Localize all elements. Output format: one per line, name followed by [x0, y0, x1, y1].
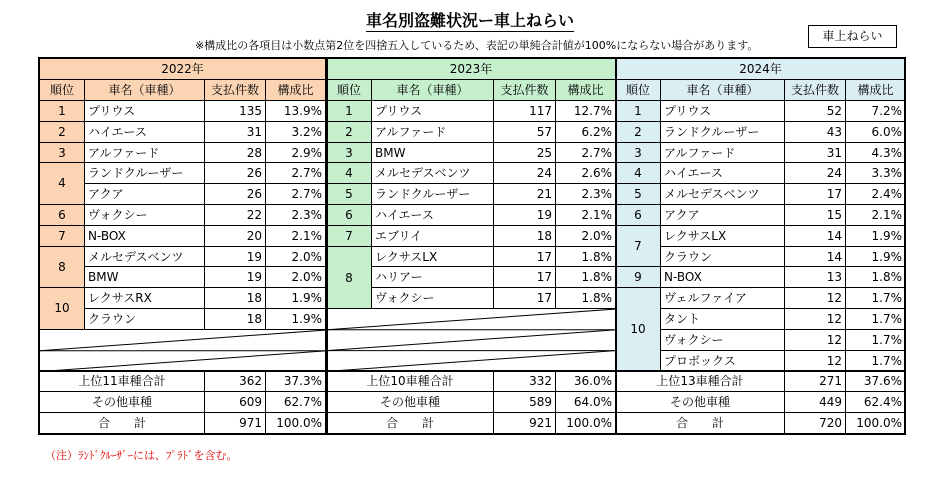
summary-ratio: 37.6%	[846, 371, 906, 392]
category-badge: 車上ねらい	[808, 25, 897, 48]
count-cell: 25	[494, 143, 556, 164]
empty-block-1	[327, 309, 616, 371]
cross-line	[40, 330, 326, 351]
summary-ratio: 37.3%	[266, 371, 326, 392]
count-cell: 19	[205, 267, 266, 288]
summary-label: その他車種	[327, 392, 494, 413]
ratio-cell: 6.0%	[846, 122, 906, 143]
rank-cell: 1	[327, 101, 372, 122]
rank-cell: 3	[40, 143, 85, 164]
column-header-car: 車名（車種）	[661, 80, 785, 101]
ratio-cell: 2.1%	[556, 205, 616, 226]
ratio-cell: 1.8%	[556, 247, 616, 268]
car-name-cell: メルセデスベンツ	[85, 247, 205, 268]
column-header-car: 車名（車種）	[372, 80, 494, 101]
rank-cell: 6	[40, 205, 85, 226]
ratio-cell: 1.9%	[846, 226, 906, 247]
summary-ratio: 100.0%	[846, 413, 906, 434]
count-cell: 18	[205, 309, 266, 330]
ratio-cell: 7.2%	[846, 101, 906, 122]
car-name-cell: エブリイ	[372, 226, 494, 247]
rank-cell: 8	[327, 247, 372, 309]
ratio-cell: 1.9%	[266, 309, 326, 330]
count-cell: 52	[785, 101, 846, 122]
rounding-note: ※構成比の各項目は小数点第2位を四捨五入しているため、表記の単純合計値が100%にならない場合があります。	[195, 39, 759, 52]
car-name-cell: アルファード	[661, 143, 785, 164]
cross-line	[327, 330, 616, 351]
ratio-cell: 2.7%	[556, 143, 616, 164]
car-name-cell: メルセデスベンツ	[372, 163, 494, 184]
rank-cell: 4	[616, 163, 661, 184]
ratio-cell: 3.2%	[266, 122, 326, 143]
car-name-cell: ハイエース	[85, 122, 205, 143]
column-header-count: 支払件数	[205, 80, 266, 101]
rank-cell: 6	[616, 205, 661, 226]
count-cell: 14	[785, 226, 846, 247]
count-cell: 24	[785, 163, 846, 184]
car-name-cell: ヴォクシー	[661, 330, 785, 351]
car-name-cell: BMW	[372, 143, 494, 164]
page-title: 車名別盗難状況ー車上ねらい	[365, 11, 574, 30]
count-cell: 31	[785, 143, 846, 164]
count-cell: 15	[785, 205, 846, 226]
count-cell: 17	[494, 288, 556, 309]
car-name-cell: ランドクルーザー	[85, 163, 205, 184]
car-name-cell: クラウン	[85, 309, 205, 330]
summary-ratio: 100.0%	[266, 413, 326, 434]
summary-count: 332	[494, 371, 556, 392]
ratio-cell: 2.4%	[846, 184, 906, 205]
summary-label: 合 計	[327, 413, 494, 434]
count-cell: 19	[494, 205, 556, 226]
ratio-cell: 2.7%	[266, 184, 326, 205]
ratio-cell: 13.9%	[266, 101, 326, 122]
count-cell: 20	[205, 226, 266, 247]
car-name-cell: アクア	[85, 184, 205, 205]
cross-line	[327, 351, 616, 372]
count-cell: 12	[785, 351, 846, 372]
ratio-cell: 2.0%	[556, 226, 616, 247]
summary-count: 720	[785, 413, 846, 434]
car-name-cell: N-BOX	[661, 267, 785, 288]
cross-line	[327, 309, 616, 330]
column-header-count: 支払件数	[785, 80, 846, 101]
cross-line	[40, 351, 326, 372]
count-cell: 17	[494, 267, 556, 288]
car-name-cell: ランドクルーザー	[372, 184, 494, 205]
ratio-cell: 1.9%	[846, 247, 906, 268]
ratio-cell: 1.8%	[556, 288, 616, 309]
car-name-cell: メルセデスベンツ	[661, 184, 785, 205]
summary-count: 589	[494, 392, 556, 413]
count-cell: 43	[785, 122, 846, 143]
car-name-cell: レクサスRX	[85, 288, 205, 309]
summary-count: 362	[205, 371, 266, 392]
car-name-cell: BMW	[85, 267, 205, 288]
count-cell: 13	[785, 267, 846, 288]
summary-count: 449	[785, 392, 846, 413]
car-name-cell: プリウス	[372, 101, 494, 122]
summary-label: 合 計	[40, 413, 205, 434]
year-header-2: 2024年	[616, 59, 906, 80]
empty-block-0	[40, 330, 326, 372]
count-cell: 21	[494, 184, 556, 205]
summary-count: 971	[205, 413, 266, 434]
rank-cell: 10	[40, 288, 85, 330]
ratio-cell: 1.7%	[846, 309, 906, 330]
ratio-cell: 1.8%	[846, 267, 906, 288]
car-name-cell: アルファード	[85, 143, 205, 164]
count-cell: 24	[494, 163, 556, 184]
ratio-cell: 2.9%	[266, 143, 326, 164]
count-cell: 31	[205, 122, 266, 143]
column-header-rank: 順位	[327, 80, 372, 101]
column-header-car: 車名（車種）	[85, 80, 205, 101]
ratio-cell: 6.2%	[556, 122, 616, 143]
rank-cell: 3	[327, 143, 372, 164]
theft-table	[38, 57, 906, 435]
ratio-cell: 4.3%	[846, 143, 906, 164]
rank-cell: 7	[40, 226, 85, 247]
count-cell: 12	[785, 288, 846, 309]
car-name-cell: タント	[661, 309, 785, 330]
summary-count: 921	[494, 413, 556, 434]
car-name-cell: N-BOX	[85, 226, 205, 247]
count-cell: 57	[494, 122, 556, 143]
count-cell: 17	[785, 184, 846, 205]
car-name-cell: アクア	[661, 205, 785, 226]
count-cell: 18	[205, 288, 266, 309]
count-cell: 12	[785, 330, 846, 351]
rank-cell: 5	[616, 184, 661, 205]
car-name-cell: プリウス	[661, 101, 785, 122]
ratio-cell: 3.3%	[846, 163, 906, 184]
summary-label: その他車種	[40, 392, 205, 413]
car-name-cell: ヴォクシー	[85, 205, 205, 226]
rank-cell: 4	[40, 163, 85, 205]
summary-ratio: 64.0%	[556, 392, 616, 413]
rank-cell: 8	[40, 247, 85, 289]
year-header-1: 2023年	[327, 59, 616, 80]
summary-ratio: 36.0%	[556, 371, 616, 392]
count-cell: 26	[205, 163, 266, 184]
summary-ratio: 100.0%	[556, 413, 616, 434]
rank-cell: 1	[40, 101, 85, 122]
count-cell: 19	[205, 247, 266, 268]
count-cell: 135	[205, 101, 266, 122]
count-cell: 117	[494, 101, 556, 122]
footnote: （注）ﾗﾝﾄﾞｸﾙｰｻﾞｰには、ﾌﾟﾗﾄﾞを含む。	[45, 449, 238, 462]
rank-cell: 4	[327, 163, 372, 184]
summary-label: 上位11車種合計	[40, 371, 205, 392]
rank-cell: 9	[616, 267, 661, 288]
summary-ratio: 62.7%	[266, 392, 326, 413]
summary-label: その他車種	[616, 392, 785, 413]
empty-cross-lines	[40, 330, 326, 372]
car-name-cell: アルファード	[372, 122, 494, 143]
column-header-count: 支払件数	[494, 80, 556, 101]
car-name-cell: ヴェルファイア	[661, 288, 785, 309]
rank-cell: 6	[327, 205, 372, 226]
ratio-cell: 1.7%	[846, 351, 906, 372]
rank-cell: 5	[327, 184, 372, 205]
car-name-cell: ハイエース	[661, 163, 785, 184]
ratio-cell: 1.9%	[266, 288, 326, 309]
ratio-cell: 1.7%	[846, 288, 906, 309]
ratio-cell: 2.1%	[266, 226, 326, 247]
count-cell: 26	[205, 184, 266, 205]
count-cell: 12	[785, 309, 846, 330]
rank-cell: 10	[616, 288, 661, 371]
column-header-ratio: 構成比	[266, 80, 326, 101]
year-header-0: 2022年	[40, 59, 326, 80]
ratio-cell: 2.3%	[556, 184, 616, 205]
car-name-cell: プロボックス	[661, 351, 785, 372]
year-separator	[326, 59, 328, 435]
car-name-cell: ランドクルーザー	[661, 122, 785, 143]
rank-cell: 7	[327, 226, 372, 247]
ratio-cell: 1.7%	[846, 330, 906, 351]
ratio-cell: 2.0%	[266, 267, 326, 288]
column-header-ratio: 構成比	[556, 80, 616, 101]
car-name-cell: レクサスLX	[372, 247, 494, 268]
empty-cross-lines	[327, 309, 616, 371]
rank-cell: 2	[616, 122, 661, 143]
ratio-cell: 2.0%	[266, 247, 326, 268]
rank-cell: 1	[616, 101, 661, 122]
count-cell: 17	[494, 247, 556, 268]
count-cell: 14	[785, 247, 846, 268]
rank-cell: 3	[616, 143, 661, 164]
column-header-rank: 順位	[40, 80, 85, 101]
car-name-cell: ハリアー	[372, 267, 494, 288]
ratio-cell: 2.3%	[266, 205, 326, 226]
summary-label: 合 計	[616, 413, 785, 434]
rank-cell: 2	[327, 122, 372, 143]
summary-separator	[40, 370, 906, 372]
car-name-cell: プリウス	[85, 101, 205, 122]
rank-cell: 2	[40, 122, 85, 143]
summary-count: 609	[205, 392, 266, 413]
count-cell: 22	[205, 205, 266, 226]
ratio-cell: 12.7%	[556, 101, 616, 122]
column-header-rank: 順位	[616, 80, 661, 101]
ratio-cell: 1.8%	[556, 267, 616, 288]
summary-label: 上位10車種合計	[327, 371, 494, 392]
summary-count: 271	[785, 371, 846, 392]
car-name-cell: ハイエース	[372, 205, 494, 226]
rank-cell: 7	[616, 226, 661, 268]
count-cell: 28	[205, 143, 266, 164]
car-name-cell: ヴォクシー	[372, 288, 494, 309]
count-cell: 18	[494, 226, 556, 247]
car-name-cell: レクサスLX	[661, 226, 785, 247]
column-header-ratio: 構成比	[846, 80, 906, 101]
ratio-cell: 2.7%	[266, 163, 326, 184]
ratio-cell: 2.6%	[556, 163, 616, 184]
car-name-cell: クラウン	[661, 247, 785, 268]
summary-ratio: 62.4%	[846, 392, 906, 413]
summary-label: 上位13車種合計	[616, 371, 785, 392]
ratio-cell: 2.1%	[846, 205, 906, 226]
year-separator	[615, 59, 617, 435]
